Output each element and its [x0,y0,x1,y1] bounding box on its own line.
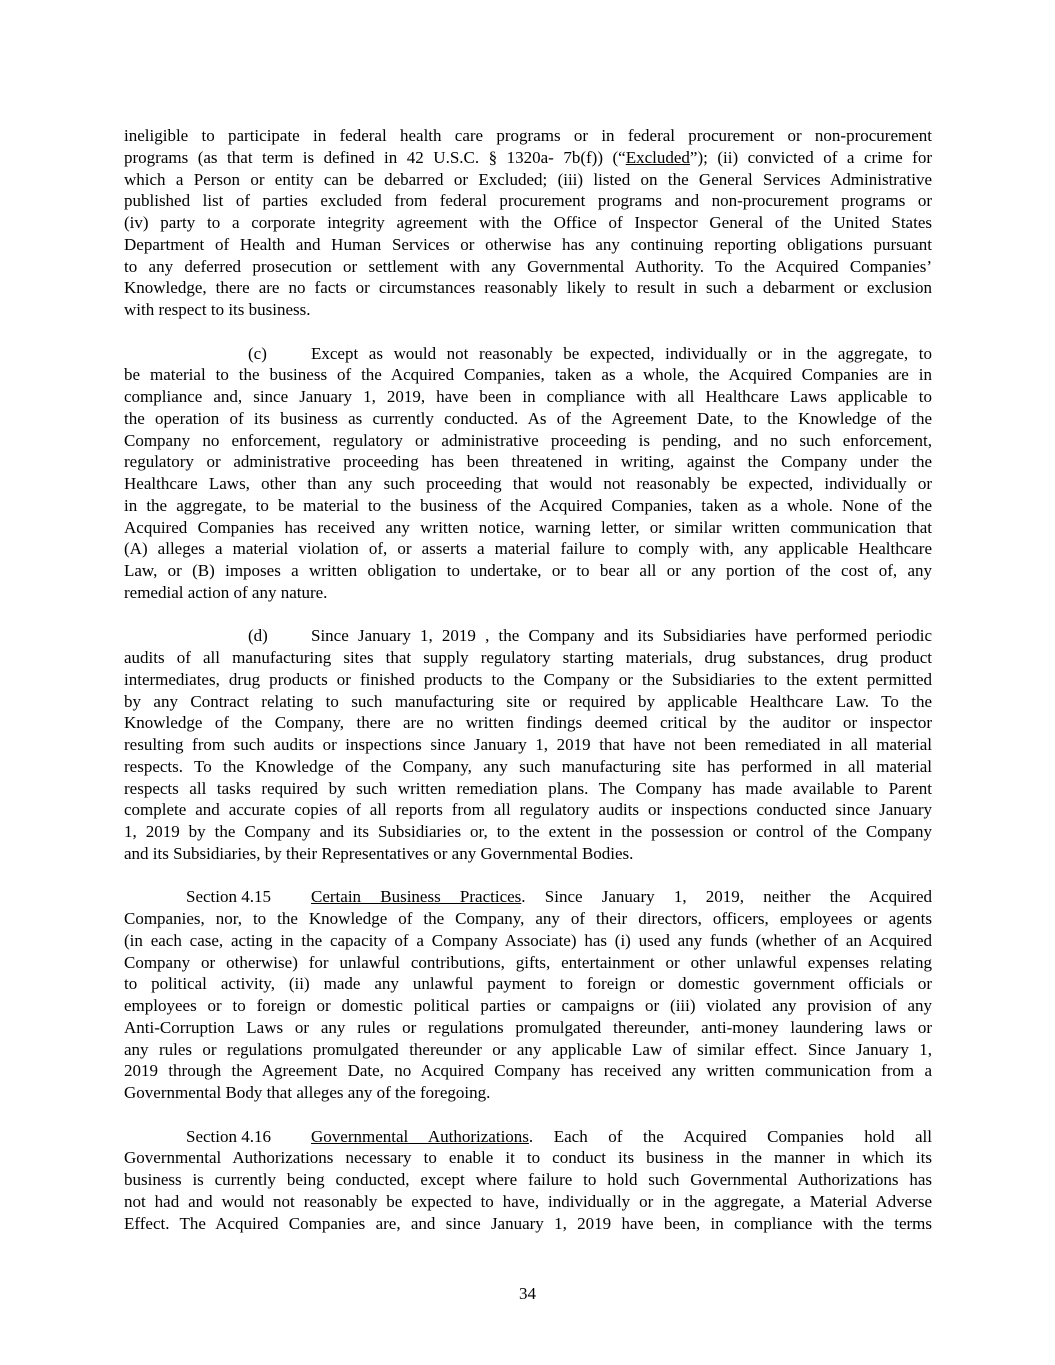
text-segment: Knowledge, there are no facts or circumstances reasonably likely to result in such a debarment or exclusion [124,278,932,298]
paragraph-section-4-16 [124,1126,932,1235]
text-line [124,560,932,582]
text-segment: respects all tasks required by such written remediation plans. The Company has made available to Parent [124,778,932,798]
text-segment: the operation of its business as currently conducted. As of the Agreement Date, to the Knowledge of the [124,408,932,428]
text-segment: intermediates, drug products or finished products to the Company or the Subsidiaries to the extent permitted [124,669,932,689]
text-line [124,582,932,604]
text-line [124,952,932,974]
text-line [124,712,932,734]
text-segment: 1, 2019 by the Company and its Subsidiaries or, to the extent in the possession or control of the Company [124,822,932,841]
text-line [186,1126,932,1148]
text-line [124,908,932,930]
text-segment: any rules or regulations promulgated thereunder or any applicable Law of similar effect. Since January 1, [124,1039,932,1059]
text-line [124,277,932,299]
text-line [124,995,932,1017]
text-line [124,1191,932,1213]
defined-term-heading: Governmental Authorizations [311,1126,529,1146]
text-segment: to any deferred prosecution or settlement with any Governmental Authority. To the Acquired Companies’ [124,256,932,276]
text-line [124,190,932,212]
text-line [124,1017,932,1039]
text-segment: (in each case, acting in the capacity of a Company Associate) has (i) used any funds (whether of an Acquired [124,930,932,950]
text-segment: resulting from such audits or inspections since January 1, 2019 that have not been remediated in all material [124,735,932,754]
text-segment: Anti-Corruption Laws or any rules or regulations promulgated thereunder, anti-money laundering laws or [124,1017,932,1037]
text-segment: to political activity, (ii) made any unlawful payment to foreign or domestic government officials or [124,974,932,994]
text-segment: with respect to its business. [124,300,311,319]
text-line [124,1169,932,1191]
text-line [124,538,932,560]
text-segment: Company no enforcement, regulatory or administrative proceeding is pending, and no such enforcement, [124,430,932,450]
text-segment: employees or to foreign or domestic political parties or campaigns or (iii) violated any provision of any [124,996,932,1015]
clause-label: (c) [248,343,267,363]
text-line [248,625,932,647]
text-line [124,1082,932,1104]
text-line [124,1039,932,1061]
text-segment: ineligible to participate in federal health care programs or in federal procurement or non-procurement [124,126,932,145]
defined-term-heading: Certain Business Practices [311,887,522,907]
text-segment: Governmental Authorizations necessary to enable it to conduct its business in the manner in which its [124,1148,932,1168]
text-line [124,973,932,995]
text-segment: regulatory or administrative proceeding has been threatened in writing, against the Company under the [124,452,932,472]
text-segment: Department of Health and Human Services or otherwise has any continuing reporting obligations pursuant [124,234,932,254]
text-segment: by any Contract relating to such manufacturing site or required by applicable Healthcare Law. To the [124,691,932,711]
text-line [124,473,932,495]
text-segment: compliance and, since January 1, 2019, have been in compliance with all Healthcare Laws applicable to [124,387,932,406]
text-line [124,756,932,778]
text-segment: Company or otherwise) for unlawful contributions, gifts, entertainment or other unlawful expenses relating [124,952,932,972]
text-segment: Effect. The Acquired Companies are, and since January 1, 2019 have been, in compliance with the terms [124,1213,932,1233]
text-line [124,843,932,865]
text-line [124,821,932,843]
text-segment: Law, or (B) imposes a written obligation to undertake, or to bear all or any portion of the cost of, any [124,561,932,580]
text-segment: be material to the business of the Acquired Companies, taken as a whole, the Acquired Companies are in [124,365,932,385]
text-line [124,234,932,256]
text-segment: (A) alleges a material violation of, or asserts a material failure to comply with, any applicable Healthcare [124,539,932,559]
document-body [124,125,932,1256]
paragraph-d [124,625,932,864]
text-line [124,147,932,169]
text-segment: remedial action of any nature. [124,582,328,602]
clause-label: (d) [248,626,268,646]
text-segment: ”); (ii) convicted of a crime for [689,147,932,167]
text-line [186,886,932,908]
text-segment: Healthcare Laws, other than any such proceeding that would not reasonably be expected, individually or [124,474,932,493]
text-line [124,734,932,756]
text-line [124,517,932,539]
text-line [124,256,932,278]
text-line [124,691,932,713]
defined-term-heading: Excluded [625,147,690,167]
text-segment: (iv) party to a corporate integrity agreement with the Office of Inspector General of the United States [124,213,932,232]
page-number: 34 [519,1284,536,1303]
text-segment: Since January 1, 2019 , the Company and its Subsidiaries have performed periodic [311,626,932,646]
text-segment: published list of parties excluded from federal procurement programs and non-procurement programs or [124,191,932,211]
text-segment: not had and would not reasonably be expected to have, individually or in the aggregate, a Material Adverse [124,1191,932,1211]
text-segment: Acquired Companies has received any written notice, warning letter, or similar written communication that [124,517,932,537]
text-segment: . Each of the Acquired Companies hold all [528,1126,932,1146]
text-line [124,386,932,408]
section-number: Section 4.16 [186,1126,271,1146]
text-segment: audits of all manufacturing sites that supply regulatory starting materials, drug substances, drug product [124,648,932,667]
text-line [124,669,932,691]
section-number: Section 4.15 [186,887,271,907]
text-segment: and its Subsidiaries, by their Representatives or any Governmental Bodies. [124,843,634,863]
text-line [124,778,932,800]
text-segment: in the aggregate, to be material to the business of the Acquired Companies, taken as a whole. None of the [124,495,932,515]
text-line [124,451,932,473]
text-segment: . Since January 1, 2019, neither the Acquired [521,887,932,907]
text-segment: programs (as that term is defined in 42 U.S.C. § 1320a- 7b(f)) (“ [124,147,626,167]
text-segment: respects. To the Knowledge of the Company, any such manufacturing site has performed in all material [124,756,932,776]
text-line [124,364,932,386]
text-segment: Except as would not reasonably be expected, individually or in the aggregate, to [311,343,932,363]
text-line [124,212,932,234]
text-line [124,647,932,669]
text-segment: complete and accurate copies of all reports from all regulatory audits or inspections conducted since January [124,800,932,820]
text-segment: which a Person or entity can be debarred or Excluded; (iii) listed on the General Services Administrative [124,169,932,189]
text-segment: Companies, nor, to the Knowledge of the Company, any of their directors, officers, employees or agents [124,909,932,928]
text-line [248,343,932,365]
paragraph [124,125,932,321]
text-line [124,1213,932,1235]
text-line [124,930,932,952]
text-line [124,430,932,452]
text-line [124,495,932,517]
text-line [124,799,932,821]
text-line [124,408,932,430]
text-segment: business is currently being conducted, except where failure to hold such Governmental Authorizations has [124,1170,932,1189]
text-segment: Knowledge of the Company, there are no written findings deemed critical by the auditor or inspector [124,713,932,733]
paragraph-c [124,343,932,604]
text-segment: Governmental Body that alleges any of the foregoing. [124,1083,491,1102]
text-line [124,125,932,147]
text-line [124,1060,932,1082]
paragraph-section-4-15 [124,886,932,1104]
text-segment: 2019 through the Agreement Date, no Acquired Company has received any written communication from a [124,1061,932,1081]
text-line [124,1147,932,1169]
text-line [124,299,932,321]
text-line [124,169,932,191]
